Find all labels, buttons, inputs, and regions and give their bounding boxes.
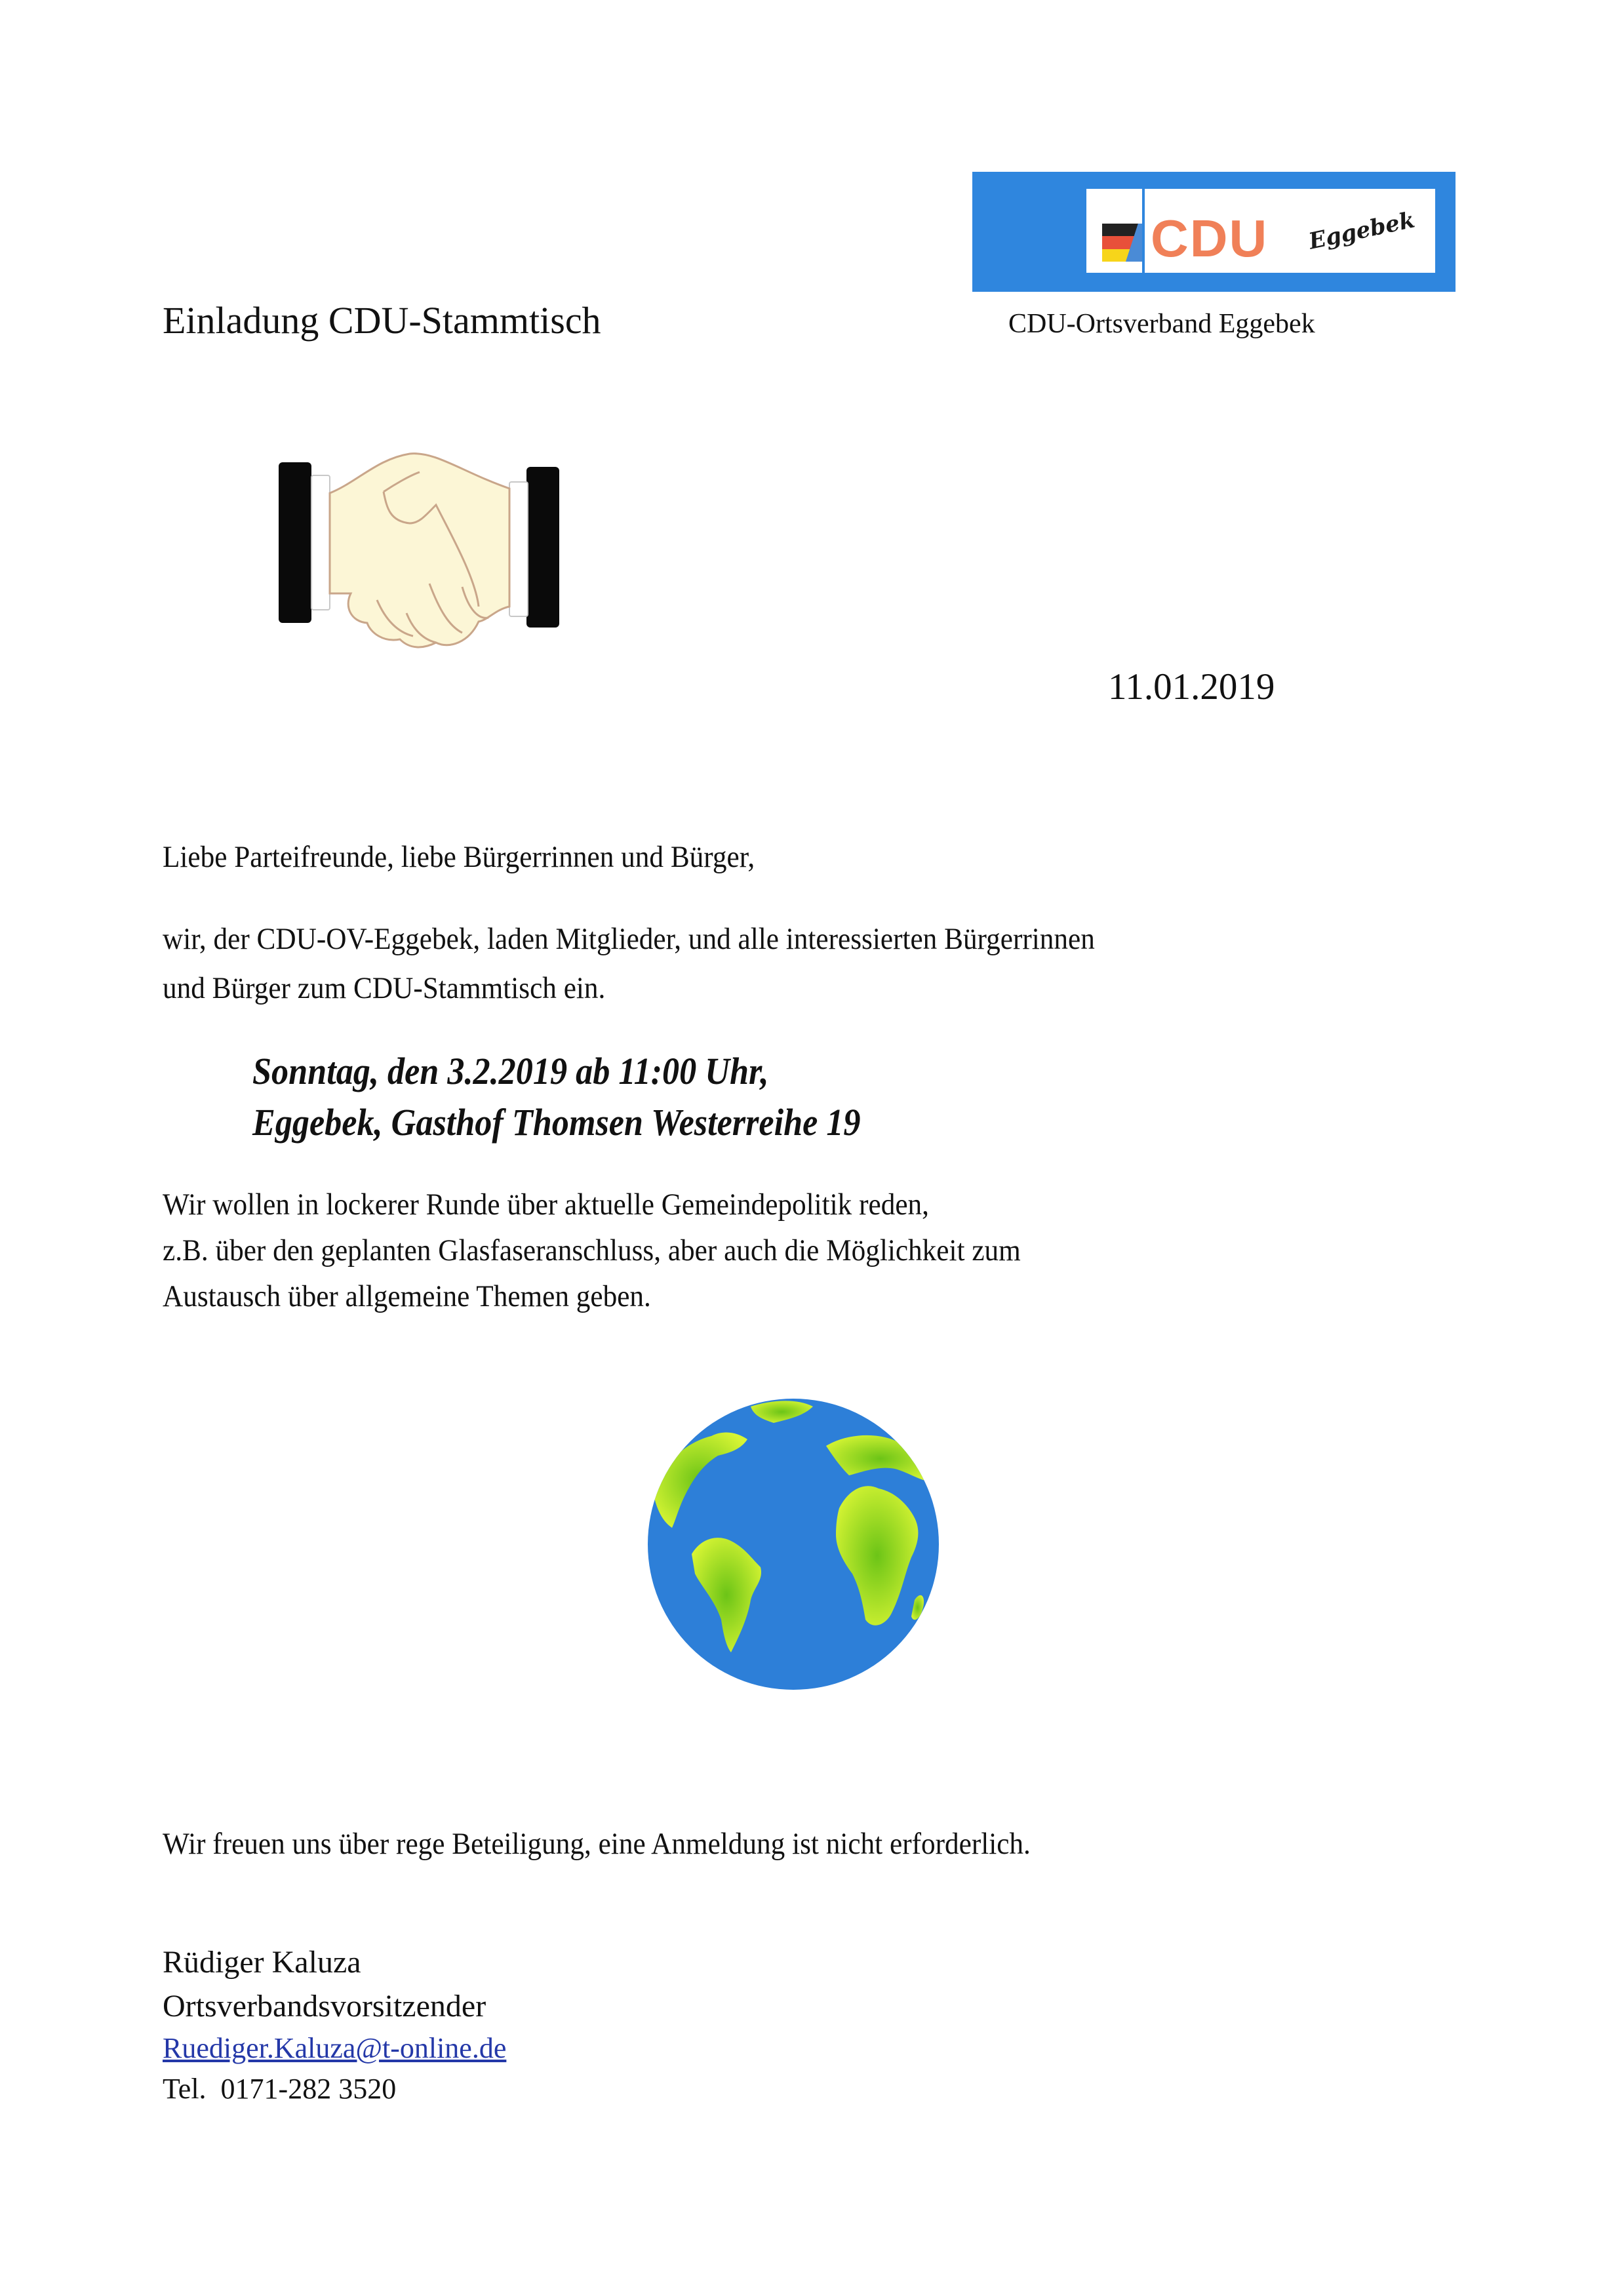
signatory-role: Ortsverbandsvorsitzender	[163, 1989, 486, 2024]
globe-icon	[639, 1390, 947, 1698]
organization-name: CDU-Ortsverband Eggebek	[1008, 309, 1315, 339]
handshake-icon	[279, 446, 567, 659]
document-title: Einladung CDU-Stammtisch	[163, 299, 601, 342]
document-date: 11.01.2019	[1108, 666, 1275, 708]
greeting: Liebe Parteifreunde, liebe Bürgerrinnen und Bürger,	[163, 840, 755, 874]
logo-party-name: CDU	[1151, 209, 1269, 268]
invitation-paragraph-line: und Bürger zum CDU-Stammtisch ein.	[163, 971, 606, 1005]
email-link[interactable]: Ruediger.Kaluza@t-online.de	[163, 2032, 507, 2064]
signatory-name: Rüdiger Kaluza	[163, 1945, 361, 1980]
closing-line: Wir freuen uns über rege Beteiligung, eine Anmeldung ist nicht erforderlich.	[163, 1827, 1031, 1861]
topic-paragraph-line: Wir wollen in lockerer Runde über aktuelle Gemeindepolitik reden,	[163, 1187, 929, 1222]
flag-icon	[1102, 224, 1143, 262]
topic-paragraph-line: Austausch über allgemeine Themen geben.	[163, 1279, 651, 1313]
event-location: Eggebek, Gasthof Thomsen Westerreihe 19	[252, 1101, 861, 1144]
logo-locality: Eggebek	[1306, 207, 1417, 255]
logo-inner-panel	[1086, 189, 1435, 273]
topic-paragraph-line: z.B. über den geplanten Glasfaseranschluss, aber auch die Möglichkeit zum	[163, 1233, 1021, 1267]
cdu-logo	[972, 172, 1456, 292]
invitation-paragraph-line: wir, der CDU-OV-Eggebek, laden Mitglieder, und alle interessierten Bürgerrinnen	[163, 922, 1095, 956]
phone-number: Tel. 0171-282 3520	[163, 2073, 397, 2105]
logo-divider	[1142, 189, 1145, 273]
event-date-time: Sonntag, den 3.2.2019 ab 11:00 Uhr,	[252, 1050, 769, 1092]
